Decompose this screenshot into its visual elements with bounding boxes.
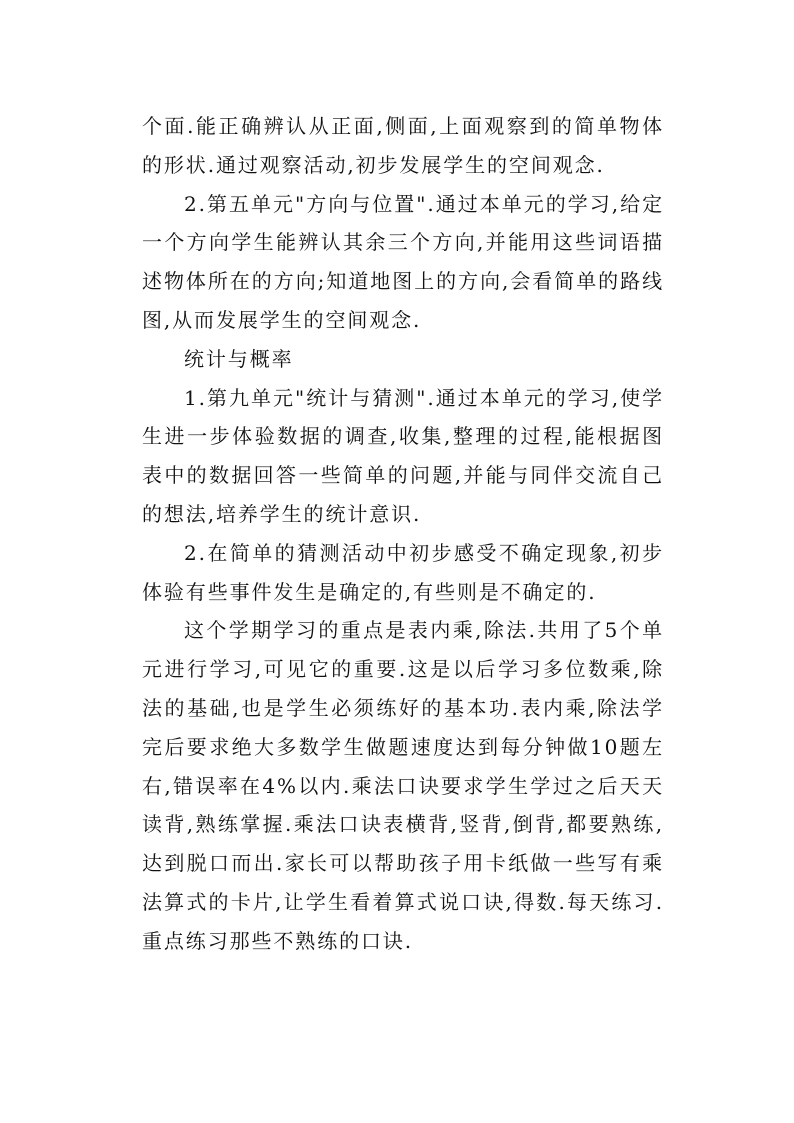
paragraph-observation-continued: 个面.能正确辨认从正面,侧面,上面观察到的简单物体的形状.通过观察活动,初步发展学生的空间观念. bbox=[142, 114, 664, 177]
paragraph-guessing-activity: 2.在简单的猜测活动中初步感受不确定现象,初步体验有些事件发生是确定的,有些则是不确定的. bbox=[142, 540, 664, 604]
paragraph-semester-focus: 这个学期学习的重点是表内乘,除法.共用了5个单元进行学习,可见它的重要.这是以后学习多位数乘,除法的基础,也是学生必须练好的基本功.表内乘,除法学完后要求绝大多数学生做题速度达到每分钟做10题左右,错误率在4%以内.乘法口诀要求学生学过之后天天读背,熟练掌握.乘法口诀表横背,竖背,倒背,都要熟练,达到脱口而出.家长可以帮助孩子用卡纸做一些写有乘法算式的卡片,让学生看着算式说口诀,得数.每天练习.重点练习那些不熟练的口诀. bbox=[142, 618, 664, 953]
document-body bbox=[142, 107, 664, 961]
section-heading-statistics-probability: 统计与概率 bbox=[184, 346, 294, 371]
paragraph-unit-nine-statistics: 1.第九单元"统计与猜测".通过本单元的学习,使学生进一步体验数据的调查,收集,整理的过程,能根据图表中的数据回答一些简单的问题,并能与同伴交流自己的想法,培养学生的统计意识. bbox=[142, 385, 664, 526]
paragraph-unit-five-direction: 2.第五单元"方向与位置".通过本单元的学习,给定一个方向学生能辨认其余三个方向,并能用这些词语描述物体所在的方向;知道地图上的方向,会看简单的路线图,从而发展学生的空间观念. bbox=[142, 191, 664, 332]
